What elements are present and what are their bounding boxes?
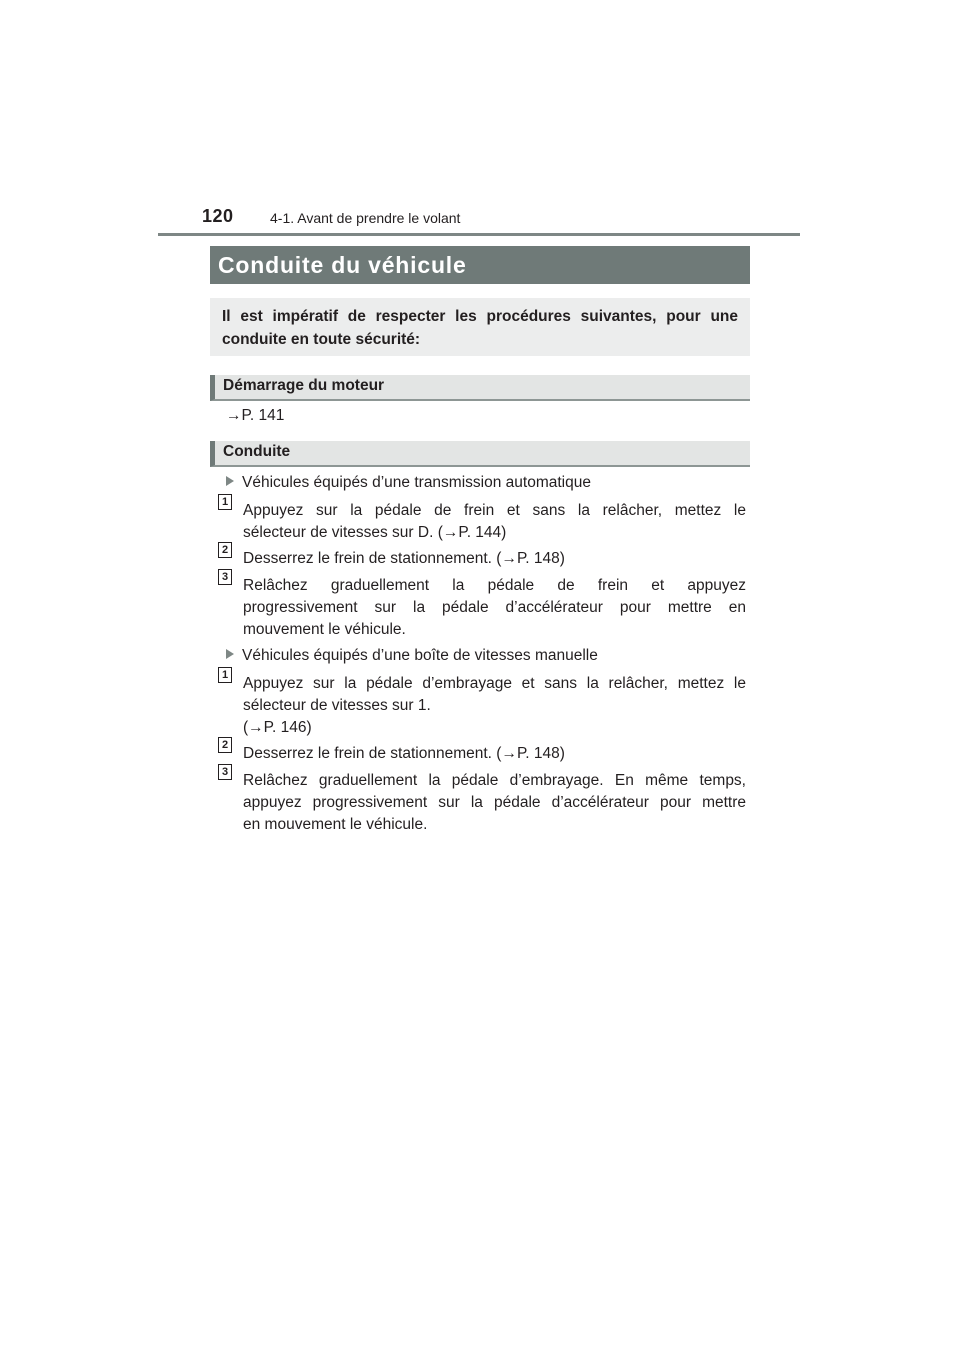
step-auto-3	[218, 571, 746, 641]
header-divider	[158, 233, 800, 236]
triangle-bullet-icon	[226, 649, 234, 659]
page-title: Conduite du véhicule	[210, 246, 750, 284]
step-text	[243, 575, 746, 641]
step-manual-3	[218, 766, 746, 836]
step-auto-1	[218, 496, 746, 544]
page-number: 120	[202, 206, 234, 226]
step-number-badge: 2	[218, 542, 232, 558]
step-text	[243, 548, 746, 570]
triangle-bullet-icon	[226, 476, 234, 486]
step-line: mouvement le véhicule.	[243, 621, 406, 638]
step-number-badge: 3	[218, 569, 232, 585]
step-line: Relâchez graduellement la pédale d’embrayage. En même temps,	[243, 772, 746, 789]
subsection-title: Véhicules équipés d’une boîte de vitesses manuelle	[242, 647, 598, 664]
step-line: Appuyez sur la pédale d’embrayage et sans la relâcher, mettez le	[243, 675, 746, 692]
page-reference: →P. 141	[226, 407, 285, 424]
step-line: progressivement sur la pédale d’accélérateur pour mettre en	[243, 599, 746, 616]
intro-box: Il est impératif de respecter les procédures suivantes, pour une conduite en toute sécurité:	[210, 298, 750, 356]
step-number-badge: 1	[218, 494, 232, 510]
step-line: sélecteur de vitesses sur 1.	[243, 697, 431, 714]
subsection-manual	[226, 647, 598, 665]
step-text	[243, 743, 746, 765]
step-auto-2	[218, 544, 746, 570]
chapter-title: 4-1. Avant de prendre le volant	[270, 210, 461, 226]
step-text	[243, 673, 746, 739]
page-header	[158, 206, 800, 234]
step-line: en mouvement le véhicule.	[243, 816, 428, 833]
subsection-title: Véhicules équipés d’une transmission automatique	[242, 474, 591, 491]
step-line: Relâchez graduellement la pédale de frein et appuyez	[243, 577, 746, 594]
step-number-badge: 2	[218, 737, 232, 753]
step-line: (→P. 146)	[243, 719, 312, 736]
step-line: Appuyez sur la pédale de frein et sans la relâcher, mettez le	[243, 502, 746, 519]
step-line: sélecteur de vitesses sur D. (→P. 144)	[243, 524, 507, 541]
section-heading-demarrage: Démarrage du moteur	[210, 375, 750, 401]
step-line: Desserrez le frein de stationnement. (→P. 148)	[243, 550, 565, 567]
step-number-badge: 3	[218, 764, 232, 780]
step-manual-2	[218, 739, 746, 765]
section-heading-conduite: Conduite	[210, 441, 750, 467]
step-text	[243, 770, 746, 836]
step-line: Desserrez le frein de stationnement. (→P. 148)	[243, 745, 565, 762]
step-number-badge: 1	[218, 667, 232, 683]
subsection-automatic	[226, 474, 591, 492]
step-line: appuyez progressivement sur la pédale d’accélérateur pour mettre	[243, 794, 746, 811]
step-manual-1	[218, 669, 746, 739]
step-text	[243, 500, 746, 544]
